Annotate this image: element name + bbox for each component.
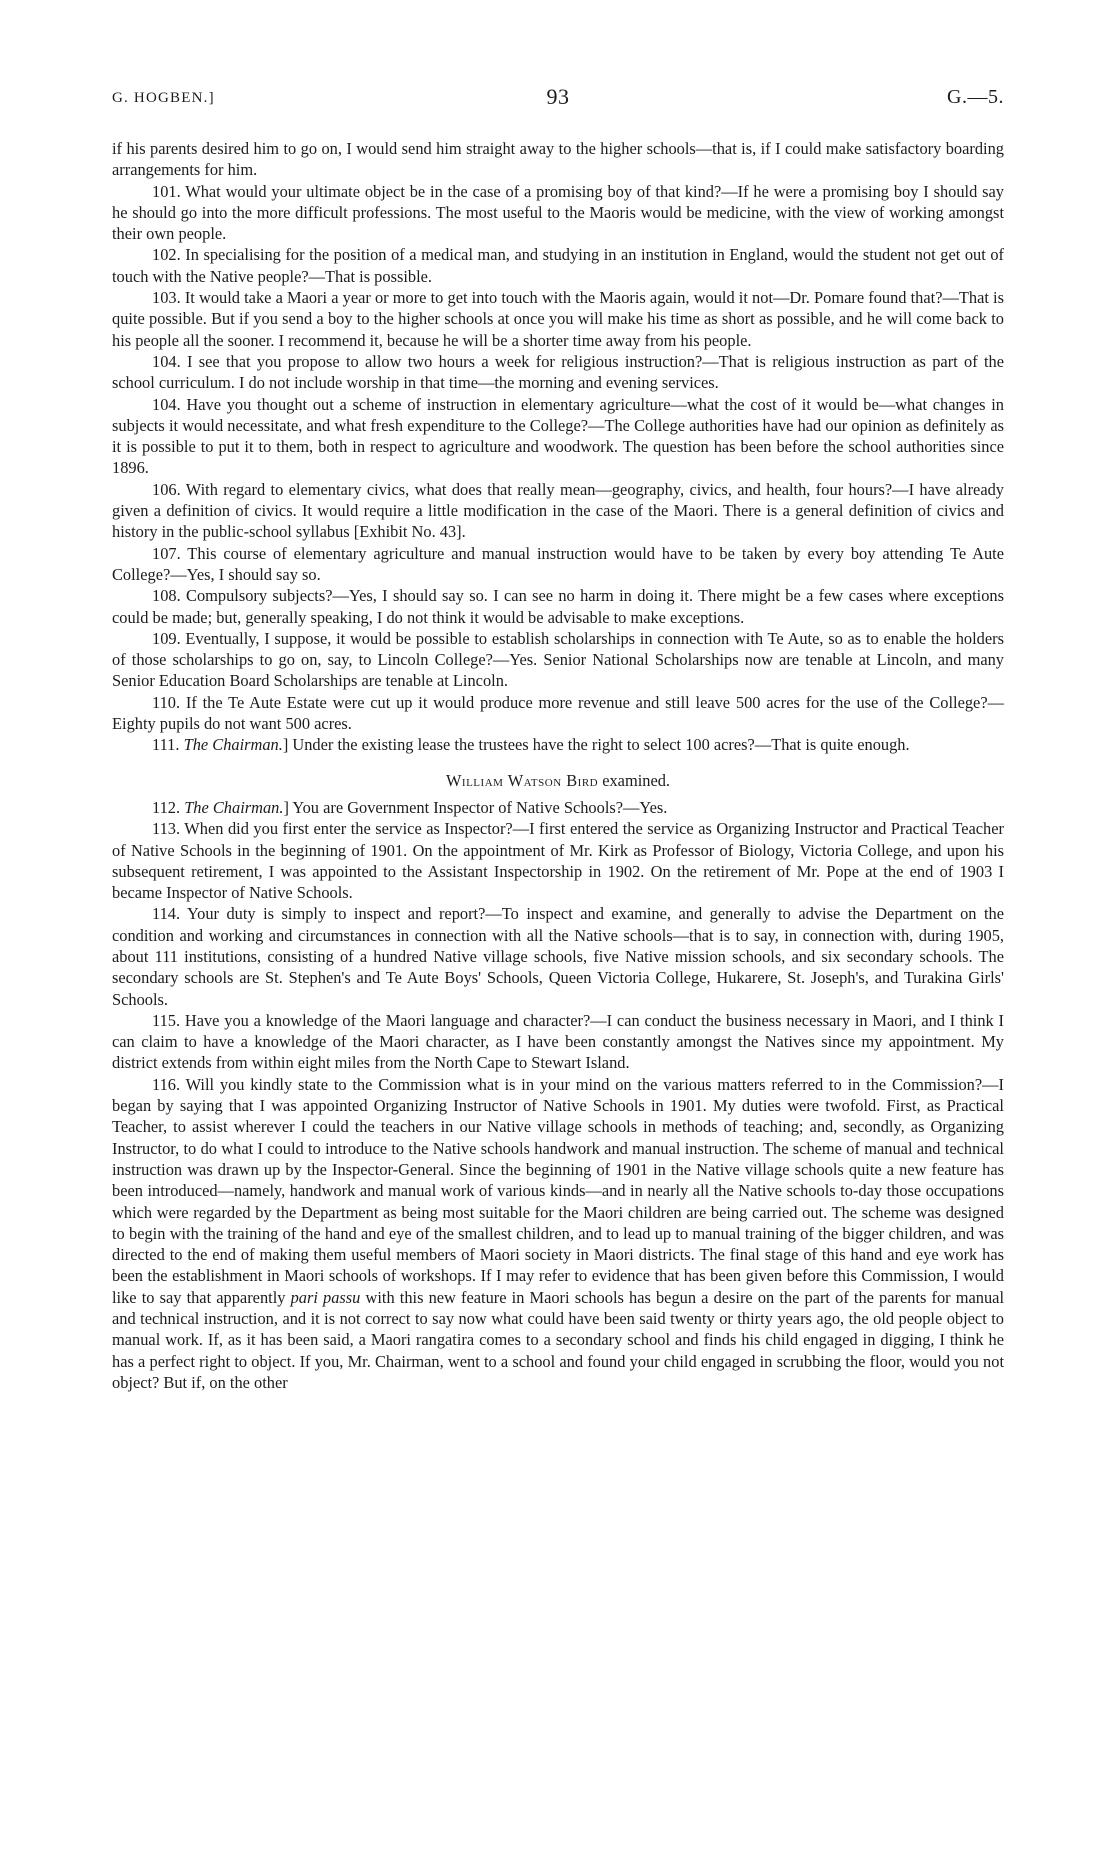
speaker: The Chairman. — [184, 797, 284, 817]
paragraph-text: ] Under the existing lease the trustees have the right to select 100 acres?—That is quite enough. — [282, 735, 910, 755]
speaker: The Chairman. — [183, 735, 283, 755]
paragraph: 114. Your duty is simply to inspect and report?—To inspect and examine, and generally to advise the Department on the condition and working and circumstances in connection with all the Native schools—that is to say, in connection with, during 1905, about 111 institutions, consisting of a hundred Native village schools, five Native mission schools, and six secondary schools. The secondary schools are St. Stephen's and Te Aute Boys' Schools, Queen Victoria College, Hukarere, St. Joseph's, and Turakina Girls' Schools. — [112, 904, 1004, 1009]
page-number: 93 — [546, 84, 570, 109]
examined-label: examined. — [598, 770, 671, 790]
paragraph: if his parents desired him to go on, I would send him straight away to the higher schools—that is, if I could make satisfactory boarding arrangements for him. — [112, 139, 1004, 180]
paragraph-text: with this new feature in Maori schools has begun a desire on the part of the parents for manual and technical instruction, and it is not correct to say now what could have been said twenty or thirty years ago, the old people object to manual work. If, as it has been said, a Maori rangatira comes to a secondary school and finds his child engaged in digging, I think he has a perfect right to object. If you, Mr. Chairman, went to a school and found your child engaged in scrubbing the floor, would you not object? But if, on the other — [112, 1287, 1004, 1392]
paragraph: 110. If the Te Aute Estate were cut up it would produce more revenue and still leave 500 acres for the use of the College?—Eighty pupils do not want 500 acres. — [112, 692, 1004, 734]
paragraph-111 — [112, 734, 1004, 755]
paragraph-text: 116. Will you kindly state to the Commission what is in your mind on the various matters referred to in the Commission?—I began by saying that I was appointed Organizing Instructor of Native Schools in 1901. My duties were twofold. First, as Practical Teacher, to assist wherever I could the teachers in our Native village schools in methods of teaching; and, secondly, as Organizing Instructor, to do what I could to introduce to the Native schools handwork and manual instruction. The scheme of manual and technical instruction was drawn up by the Inspector-General. Since the beginning of 1901 in the Native village schools quite a new feature has been introduced—namely, handwork and manual work of various kinds—and in nearly all the Native schools to-day those occupations which were regarded by the Department as being most suitable for the Maori children are being carried out. The scheme was designed to begin with the training of the hand and eye of the smallest children, and to lead up to manual training of the bigger children, and was directed to the end of making them useful members of Maori society in Maori districts. The final stage of this hand and eye work has been the establishment in Maori schools of workshops. If I may refer to evidence that has been given before this Commission, I would like to say that apparently — [112, 1074, 1004, 1307]
paragraph: 103. It would take a Maori a year or more to get into touch with the Maoris again, would it not—Dr. Pomare found that?—That is quite possible. But if you send a boy to the higher schools at once you will make his time as short as possible, and he will come back to his people all the sooner. I recommend it, because he will be a shorter time away from his people. — [112, 288, 1004, 350]
paragraph: 109. Eventually, I suppose, it would be possible to establish scholarships in connection with Te Aute, so as to enable the holders of those scholarships to go on, say, to Lincoln College?—Yes. Senior National Scholarships now are tenable at Lincoln, and many Senior Education Board Scholarships are tenable at Lincoln. — [112, 628, 1004, 691]
paragraph: 115. Have you a knowledge of the Maori language and character?—I can conduct the business necessary in Maori, and I think I can claim to have a knowledge of the Maori character, as I have been constantly amongst the Natives since my appointment. My district extends from within eight miles from the North Cape to Stewart Island. — [112, 1010, 1004, 1073]
question-number: 112. — [152, 797, 181, 817]
paragraph: 107. This course of elementary agriculture and manual instruction would have to be taken by every boy attending Te Aute College?—Yes, I should say so. — [112, 543, 1004, 584]
paragraph-text: ] You are Government Inspector of Native Schools?—Yes. — [283, 797, 668, 817]
paragraph-116 — [112, 1074, 1004, 1393]
paragraph: 102. In specialising for the position of a medical man, and studying in an institution in England, would the student not get out of touch with the Native people?—That is possible. — [112, 245, 1004, 286]
witness-name: William Watson Bird — [445, 770, 599, 790]
paragraph: 113. When did you first enter the service as Inspector?—I first entered the service as Organizing Instructor and Practical Teacher of Native Schools in the beginning of 1901. On the appointment of Mr. Kirk as Professor of Biology, Victoria College, and upon his subsequent retirement, I was appointed to the Assistant Inspectorship in 1902. On the retirement of Mr. Pope at the end of 1903 I became Inspector of Native Schools. — [112, 819, 1004, 903]
paragraph-112 — [112, 797, 1004, 818]
section-heading — [112, 770, 1004, 791]
paragraph: 104. Have you thought out a scheme of instruction in elementary agriculture—what the cost of it would be—what changes in subjects it would necessitate, and what fresh expenditure to the College?—The College authorities have had our opinion as definitely as it is possible to put it to them, both in respect to agriculture and woodwork. The question has been before the school authorities since 1896. — [112, 394, 1004, 478]
question-number: 111. — [152, 735, 180, 755]
header-witness: G. HOGBEN.] — [112, 90, 215, 106]
italic-phrase: pari passu — [290, 1287, 361, 1307]
body-text — [112, 138, 1004, 1393]
paragraph: 108. Compulsory subjects?—Yes, I should say so. I can see no harm in doing it. There might be a few cases where exceptions could be made; but, generally speaking, I do not think it would be advisable to make exceptions. — [112, 586, 1004, 627]
document-page — [112, 84, 1004, 1393]
paragraph: 106. With regard to elementary civics, what does that really mean—geography, civics, and health, four hours?—I have already given a definition of civics. It would require a little modification in the case of the Maori. There is a general definition of civics and history in the public-school syllabus [Exhibit No. 43]. — [112, 479, 1004, 542]
document-reference: G.—5. — [947, 86, 1004, 108]
paragraph: 101. What would your ultimate object be in the case of a promising boy of that kind?—If he were a promising boy I should say he should go into the more difficult professions. The most useful to the Maoris would be medicine, with the view of working amongst their own people. — [112, 181, 1004, 244]
page-header — [112, 84, 1004, 124]
paragraph: 104. I see that you propose to allow two hours a week for religious instruction?—That is religious instruction as part of the school curriculum. I do not include worship in that time—the morning and evening services. — [112, 351, 1004, 393]
